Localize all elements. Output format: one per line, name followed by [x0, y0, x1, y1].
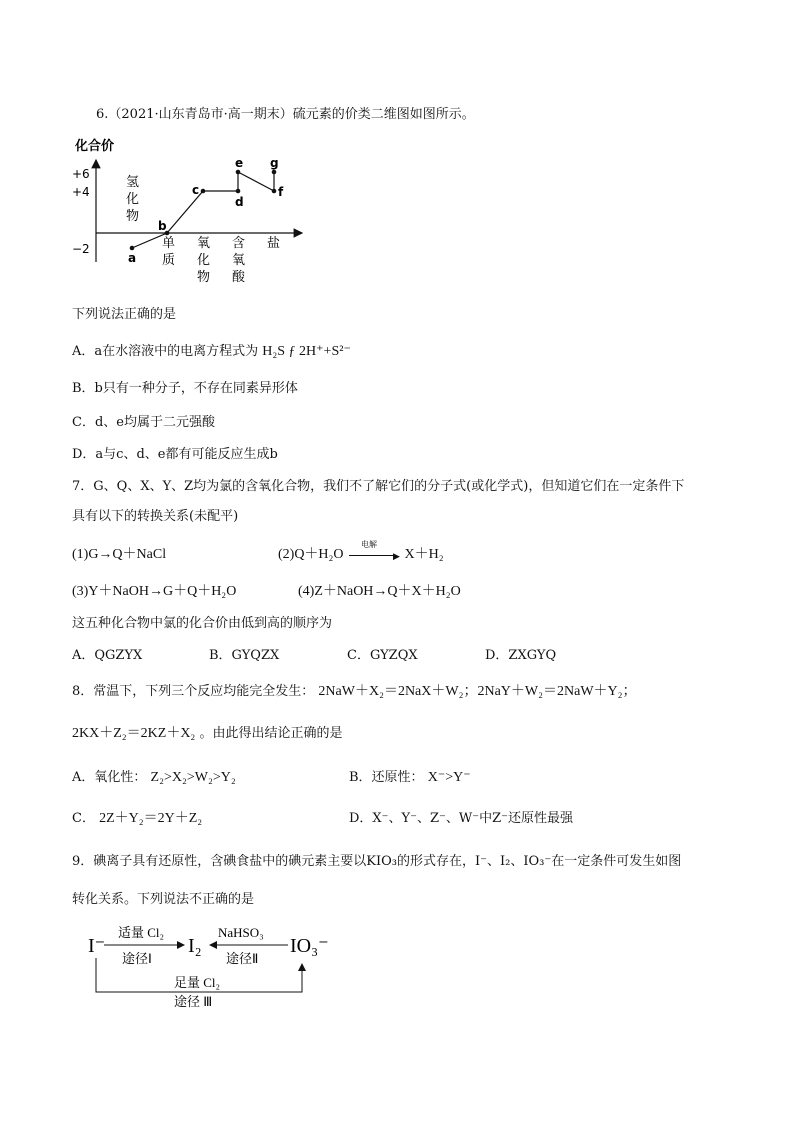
q9-stem-line1: 9．碘离子具有还原性，含碘食盐中的碘元素主要以KIO₃的形式存在，I⁻、I₂、IO₃⁻在一定条件可发生如图	[72, 854, 682, 869]
q8-option-b	[349, 766, 471, 786]
label-c: c	[192, 183, 200, 197]
point-e	[236, 170, 241, 175]
q7-reaction-2-right: X＋H₂	[404, 547, 444, 562]
q6-stem: 6.（2021·山东青岛市·高一期末）硫元素的价类二维图如图所示。	[96, 107, 475, 122]
path-2-reagent: NaHSO₃	[218, 925, 264, 940]
q7-reaction-3: (3)Y＋NaOH→G＋Q＋H₂O	[72, 584, 237, 599]
hydride-label	[126, 175, 139, 224]
xcat-element	[162, 236, 175, 268]
svg-text:盐: 盐	[267, 236, 281, 251]
q8-option-d: D．X⁻、Y⁻、Z⁻、W⁻中Z⁻还原性最强	[349, 811, 573, 826]
svg-text:化: 化	[197, 253, 211, 268]
label-a: a	[128, 251, 137, 265]
species-iodide: I⁻	[88, 935, 106, 957]
svg-text:酸: 酸	[232, 270, 246, 285]
q8-stem-line1	[72, 680, 637, 700]
q7-reaction-2-left: (2)Q＋H₂O	[278, 547, 344, 562]
xcat-salt	[267, 235, 280, 251]
valence-class-chart	[70, 136, 310, 288]
q8-stem-question: 。由此得出结论正确的是	[199, 726, 343, 741]
q7-prompt: 这五种化合物中氯的化合价由低到高的顺序为	[72, 616, 333, 631]
q8-option-c-formula: 2Z＋Y₂＝2Y＋Z₂	[99, 811, 203, 826]
ytick-plus4: +4	[72, 185, 90, 199]
electrolysis-arrow: 电解 ▶	[347, 548, 401, 562]
q8-option-a	[72, 766, 236, 786]
point-d	[236, 189, 241, 194]
path-a-b-c-d	[132, 191, 238, 248]
q7-option-b: B．GYQZX	[209, 648, 280, 663]
svg-text:单: 单	[162, 236, 176, 251]
svg-text:氧: 氧	[232, 253, 246, 268]
path-1-label: 途径Ⅰ	[122, 951, 152, 966]
q8-reactions-1-2: 2NaW＋X₂＝2NaX＋W₂；2NaY＋W₂＝2NaW＋Y₂；	[318, 684, 637, 699]
xcat-oxide	[197, 236, 210, 285]
label-d: d	[235, 195, 244, 209]
q6-option-d: D．a与c、d、e都有可能反应生成b	[72, 447, 278, 462]
q7-reaction-4: (4)Z＋NaOH→Q＋X＋H₂O	[298, 584, 461, 599]
q7-option-d: D．ZXGYQ	[485, 648, 557, 663]
svg-text:化: 化	[126, 192, 140, 207]
q9-stem-line2: 转化关系。下列说法不正确的是	[72, 892, 255, 907]
label-g: g	[270, 156, 279, 170]
path-e-f	[238, 172, 274, 191]
point-f	[272, 189, 277, 194]
species-iodate: IO₃⁻	[290, 935, 329, 957]
svg-text:氢: 氢	[126, 175, 140, 190]
q7-stem-line2: 具有以下的转换关系(未配平)	[72, 509, 239, 524]
q8-stem-intro: 8．常温下，下列三个反应均能完全发生：	[72, 684, 315, 699]
electrolysis-label: 电解	[361, 539, 378, 549]
q6-option-a	[72, 340, 351, 360]
point-c	[201, 189, 206, 194]
svg-text:物: 物	[197, 270, 211, 285]
q8-option-a-formula: Z₂>X₂>W₂>Y₂	[150, 770, 236, 785]
q6-option-b: B．b只有一种分子，不存在同素异形体	[72, 381, 298, 396]
q7-reaction-2	[278, 539, 444, 563]
xcat-oxyacid	[232, 236, 246, 285]
q7-option-c: C．GYZQX	[347, 648, 418, 663]
q8-option-a-text: A．氧化性：	[72, 770, 147, 785]
label-e: e	[235, 156, 244, 170]
iodine-conversion-diagram	[84, 918, 344, 1010]
q8-reaction-3: 2KX＋Z₂＝2KZ＋X₂	[72, 726, 196, 741]
q6-option-a-formula: H₂S ƒ 2H⁺+S²⁻	[262, 344, 351, 359]
q6-option-c: C．d、e均属于二元强酸	[72, 415, 215, 430]
q7-reaction-1: (1)G→Q＋NaCl	[72, 547, 167, 562]
chart-ylabel: 化合价	[75, 139, 115, 154]
q7-option-a: A．QGZYX	[72, 648, 143, 663]
ytick-minus2: −2	[72, 242, 90, 256]
svg-text:含: 含	[232, 236, 246, 251]
path-3-reagent: 足量 Cl₂	[174, 975, 221, 990]
q8-option-c-text: C．	[72, 811, 95, 826]
species-iodine: I₂	[188, 935, 202, 957]
q6-option-a-text: A．a在水溶液中的电离方程式为	[72, 344, 259, 359]
q8-option-b-text: B．还原性：	[349, 770, 424, 785]
q8-option-c	[72, 807, 202, 827]
path-2-label: 途径Ⅱ	[226, 951, 259, 966]
q7-stem-line1: 7．G、Q、X、Y、Z均为氯的含氧化合物，我们不了解它们的分子式(或化学式)，但知道它们在一定条件下	[72, 479, 685, 494]
ytick-plus6: +6	[72, 167, 90, 181]
point-g	[272, 170, 277, 175]
q8-stem-line2	[72, 722, 342, 742]
svg-text:物: 物	[126, 209, 140, 224]
label-f: f	[278, 185, 284, 199]
q8-option-b-formula: X⁻>Y⁻	[427, 770, 471, 785]
path-3-label: 途径 Ⅲ	[174, 994, 213, 1009]
label-b: b	[158, 219, 167, 233]
svg-text:氧: 氧	[197, 236, 211, 251]
q6-prompt: 下列说法正确的是	[72, 307, 177, 322]
point-a	[130, 246, 135, 251]
path-1-reagent: 适量 Cl₂	[118, 925, 165, 940]
svg-text:质: 质	[162, 253, 176, 268]
